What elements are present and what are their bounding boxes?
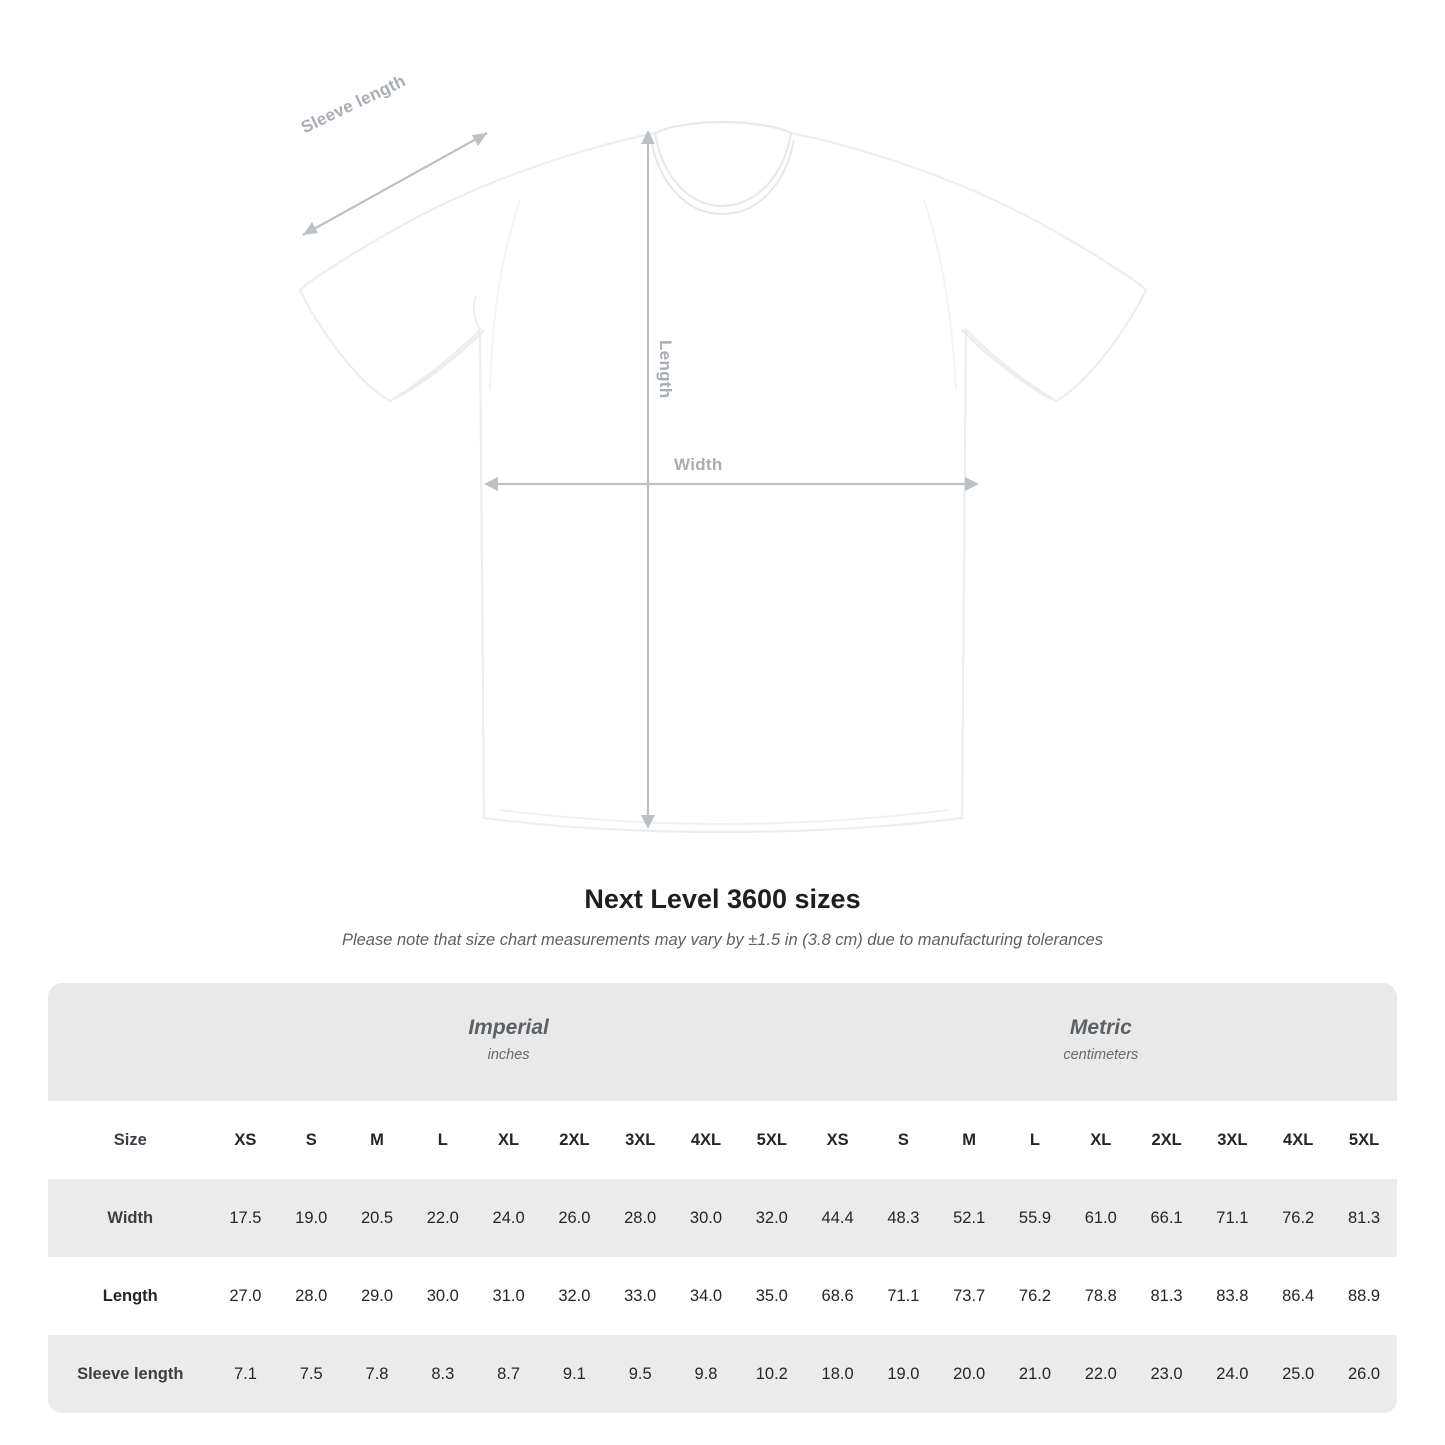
cell-width-metric-xs: 44.4 — [805, 1179, 871, 1257]
cell-sleeve-metric-4xl: 25.0 — [1265, 1335, 1331, 1413]
size-header-imperial-xs: XS — [213, 1101, 279, 1179]
cell-sleeve-imperial-4xl: 9.8 — [673, 1335, 739, 1413]
row-label-sleeve-length: Sleeve length — [48, 1335, 213, 1413]
row-label-length: Length — [48, 1257, 213, 1335]
cell-sleeve-imperial-2xl: 9.1 — [542, 1335, 608, 1413]
cell-sleeve-imperial-5xl: 10.2 — [739, 1335, 805, 1413]
cell-sleeve-metric-m: 20.0 — [936, 1335, 1002, 1413]
tshirt-shape — [300, 122, 1146, 832]
cell-sleeve-imperial-s: 7.5 — [278, 1335, 344, 1413]
cell-width-imperial-m: 20.5 — [344, 1179, 410, 1257]
size-header-imperial-4xl: 4XL — [673, 1101, 739, 1179]
unit-group-imperial — [213, 983, 805, 1101]
cell-length-imperial-3xl: 33.0 — [607, 1257, 673, 1335]
cell-length-imperial-5xl: 35.0 — [739, 1257, 805, 1335]
cell-length-metric-3xl: 83.8 — [1199, 1257, 1265, 1335]
unit-group-imperial-name: Imperial — [468, 1016, 549, 1040]
length-label: Length — [656, 340, 675, 399]
cell-sleeve-metric-3xl: 24.0 — [1199, 1335, 1265, 1413]
size-header-label: Size — [48, 1101, 213, 1179]
row-label-width: Width — [48, 1179, 213, 1257]
width-label: Width — [674, 455, 723, 474]
cell-width-metric-5xl: 81.3 — [1331, 1179, 1397, 1257]
cell-length-imperial-xl: 31.0 — [476, 1257, 542, 1335]
cell-sleeve-metric-l: 21.0 — [1002, 1335, 1068, 1413]
size-header-imperial-5xl: 5XL — [739, 1101, 805, 1179]
size-header-metric-l: L — [1002, 1101, 1068, 1179]
cell-length-metric-s: 71.1 — [870, 1257, 936, 1335]
size-header-metric-xl: XL — [1068, 1101, 1134, 1179]
cell-length-imperial-xs: 27.0 — [213, 1257, 279, 1335]
size-header-imperial-3xl: 3XL — [607, 1101, 673, 1179]
cell-length-metric-4xl: 86.4 — [1265, 1257, 1331, 1335]
cell-length-imperial-m: 29.0 — [344, 1257, 410, 1335]
cell-length-imperial-l: 30.0 — [410, 1257, 476, 1335]
page-title: Next Level 3600 sizes — [584, 884, 861, 914]
cell-length-metric-xl: 78.8 — [1068, 1257, 1134, 1335]
size-header-imperial-s: S — [278, 1101, 344, 1179]
size-header-metric-m: M — [936, 1101, 1002, 1179]
cell-width-imperial-s: 19.0 — [278, 1179, 344, 1257]
cell-sleeve-metric-xl: 22.0 — [1068, 1335, 1134, 1413]
cell-sleeve-imperial-l: 8.3 — [410, 1335, 476, 1413]
cell-width-metric-m: 52.1 — [936, 1179, 1002, 1257]
size-header-row — [48, 1101, 1397, 1179]
cell-width-metric-3xl: 71.1 — [1199, 1179, 1265, 1257]
cell-sleeve-imperial-xs: 7.1 — [213, 1335, 279, 1413]
cell-length-metric-5xl: 88.9 — [1331, 1257, 1397, 1335]
cell-sleeve-metric-s: 19.0 — [870, 1335, 936, 1413]
cell-width-imperial-3xl: 28.0 — [607, 1179, 673, 1257]
cell-width-imperial-l: 22.0 — [410, 1179, 476, 1257]
unit-group-header-row — [48, 983, 1397, 1101]
cell-length-metric-2xl: 81.3 — [1134, 1257, 1200, 1335]
size-header-metric-4xl: 4XL — [1265, 1101, 1331, 1179]
cell-width-metric-l: 55.9 — [1002, 1179, 1068, 1257]
cell-width-metric-xl: 61.0 — [1068, 1179, 1134, 1257]
cell-width-imperial-xs: 17.5 — [213, 1179, 279, 1257]
cell-length-imperial-4xl: 34.0 — [673, 1257, 739, 1335]
size-header-metric-s: S — [870, 1101, 936, 1179]
table-row-length — [48, 1257, 1397, 1335]
cell-width-imperial-xl: 24.0 — [476, 1179, 542, 1257]
cell-width-imperial-5xl: 32.0 — [739, 1179, 805, 1257]
size-header-metric-xs: XS — [805, 1101, 871, 1179]
size-header-metric-2xl: 2XL — [1134, 1101, 1200, 1179]
cell-sleeve-imperial-m: 7.8 — [344, 1335, 410, 1413]
cell-length-metric-xs: 68.6 — [805, 1257, 871, 1335]
cell-length-imperial-2xl: 32.0 — [542, 1257, 608, 1335]
size-header-imperial-l: L — [410, 1101, 476, 1179]
size-header-metric-3xl: 3XL — [1199, 1101, 1265, 1179]
cell-sleeve-metric-2xl: 23.0 — [1134, 1335, 1200, 1413]
cell-length-imperial-s: 28.0 — [278, 1257, 344, 1335]
table-row-width — [48, 1179, 1397, 1257]
cell-width-metric-2xl: 66.1 — [1134, 1179, 1200, 1257]
cell-sleeve-imperial-3xl: 9.5 — [607, 1335, 673, 1413]
unit-group-imperial-sub: inches — [487, 1047, 530, 1064]
cell-sleeve-metric-5xl: 26.0 — [1331, 1335, 1397, 1413]
cell-width-imperial-4xl: 30.0 — [673, 1179, 739, 1257]
table-corner-cell — [48, 983, 213, 1101]
cell-length-metric-l: 76.2 — [1002, 1257, 1068, 1335]
size-header-metric-5xl: 5XL — [1331, 1101, 1397, 1179]
cell-width-metric-4xl: 76.2 — [1265, 1179, 1331, 1257]
cell-sleeve-imperial-xl: 8.7 — [476, 1335, 542, 1413]
size-header-imperial-m: M — [344, 1101, 410, 1179]
cell-width-metric-s: 48.3 — [870, 1179, 936, 1257]
size-header-imperial-2xl: 2XL — [542, 1101, 608, 1179]
unit-group-metric-name: Metric — [1069, 1016, 1132, 1040]
size-table-wrapper — [48, 983, 1397, 1413]
size-header-imperial-xl: XL — [476, 1101, 542, 1179]
cell-sleeve-metric-xs: 18.0 — [805, 1335, 871, 1413]
unit-group-metric — [805, 983, 1397, 1101]
cell-width-imperial-2xl: 26.0 — [542, 1179, 608, 1257]
size-table — [48, 983, 1397, 1413]
tolerance-note: Please note that size chart measurements may vary by ±1.5 in (3.8 cm) due to manufacturing tolerances — [341, 931, 1104, 949]
table-row-sleeve-length — [48, 1335, 1397, 1413]
cell-length-metric-m: 73.7 — [936, 1257, 1002, 1335]
unit-group-metric-sub: centimeters — [1063, 1047, 1139, 1064]
sleeve-length-label: Sleeve length — [298, 71, 409, 138]
